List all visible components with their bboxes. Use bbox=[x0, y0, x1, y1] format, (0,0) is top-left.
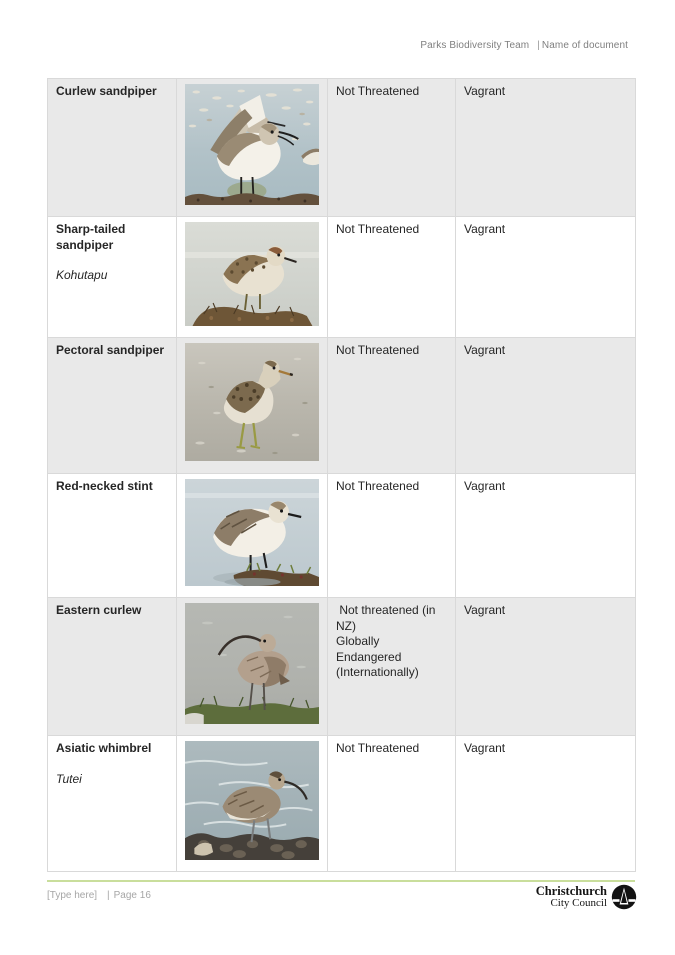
species-maori-name: Kohutapu bbox=[56, 268, 108, 283]
species-name-cell bbox=[48, 474, 177, 598]
threat-status-cell bbox=[328, 217, 456, 338]
species-common-name: Red-necked stint bbox=[56, 479, 153, 493]
occurrence-status: Vagrant bbox=[464, 343, 506, 357]
species-common-name: Pectoral sandpiper bbox=[56, 343, 165, 357]
threat-status: Not Threatened bbox=[336, 343, 420, 357]
header-separator: | bbox=[537, 40, 540, 51]
species-photo-cell bbox=[177, 736, 328, 872]
threat-status-cell bbox=[328, 79, 456, 217]
occurrence-status: Vagrant bbox=[464, 222, 506, 236]
table-row bbox=[48, 79, 636, 217]
threat-status-cell bbox=[328, 736, 456, 872]
council-logo-line2: City Council bbox=[550, 896, 607, 909]
occurrence-cell bbox=[456, 79, 636, 217]
species-photo-cell bbox=[177, 474, 328, 598]
threat-status: Not Threatened bbox=[336, 222, 420, 236]
occurrence-cell bbox=[456, 598, 636, 736]
page-header bbox=[420, 40, 628, 51]
occurrence-status: Vagrant bbox=[464, 479, 506, 493]
species-common-name: Curlew sandpiper bbox=[56, 84, 157, 98]
table-row bbox=[48, 474, 636, 598]
species-name-cell bbox=[48, 217, 177, 338]
council-logo-line1: Christchurch bbox=[535, 884, 607, 899]
curlew-sandpiper-photo bbox=[185, 84, 319, 205]
threat-status: Not Threatened bbox=[336, 479, 420, 493]
bird-species-table bbox=[47, 78, 636, 872]
threat-status-cell bbox=[328, 338, 456, 474]
species-common-name: Eastern curlew bbox=[56, 603, 142, 617]
species-photo-cell bbox=[177, 338, 328, 474]
occurrence-cell bbox=[456, 338, 636, 474]
species-common-name: Asiatic whimbrel bbox=[56, 741, 152, 755]
asiatic-whimbrel-photo bbox=[185, 741, 319, 860]
species-name-cell bbox=[48, 598, 177, 736]
threat-status: Not Threatened bbox=[336, 84, 420, 98]
threat-status: Not threatened (in NZ) bbox=[336, 603, 439, 633]
occurrence-status: Vagrant bbox=[464, 603, 506, 617]
table-row bbox=[48, 736, 636, 872]
table-row bbox=[48, 338, 636, 474]
footer-accent-line bbox=[47, 880, 635, 882]
occurrence-cell bbox=[456, 217, 636, 338]
footer-type-here: [Type here] bbox=[47, 890, 98, 901]
threat-status-cell bbox=[328, 474, 456, 598]
threat-status-cell bbox=[328, 598, 456, 736]
header-team-name: Parks Biodiversity Team bbox=[420, 40, 530, 51]
footer-separator: | bbox=[107, 890, 110, 901]
header-document-name: Name of document bbox=[541, 40, 628, 51]
species-photo-cell bbox=[177, 217, 328, 338]
occurrence-status: Vagrant bbox=[464, 741, 506, 755]
table-row bbox=[48, 598, 636, 736]
species-photo-cell bbox=[177, 79, 328, 217]
occurrence-cell bbox=[456, 736, 636, 872]
species-name-cell bbox=[48, 79, 177, 217]
threat-status-secondary: Globally Endangered (Internationally) bbox=[336, 634, 419, 680]
footer-page-number: Page 16 bbox=[113, 890, 151, 901]
council-logo-icon bbox=[611, 884, 637, 910]
council-logo-text bbox=[536, 885, 607, 909]
threat-status: Not Threatened bbox=[336, 741, 420, 755]
species-name-cell bbox=[48, 736, 177, 872]
pectoral-sandpiper-photo bbox=[185, 343, 319, 461]
red-necked-stint-photo bbox=[185, 479, 319, 586]
council-logo bbox=[536, 884, 637, 910]
footer-left bbox=[47, 890, 151, 901]
species-common-name: Sharp-tailed sandpiper bbox=[56, 222, 126, 252]
species-name-cell bbox=[48, 338, 177, 474]
sharp-tailed-sandpiper-photo bbox=[185, 222, 319, 326]
occurrence-cell bbox=[456, 474, 636, 598]
eastern-curlew-photo bbox=[185, 603, 319, 724]
species-photo-cell bbox=[177, 598, 328, 736]
table-row bbox=[48, 217, 636, 338]
occurrence-status: Vagrant bbox=[464, 84, 506, 98]
species-maori-name: Tutei bbox=[56, 771, 82, 786]
